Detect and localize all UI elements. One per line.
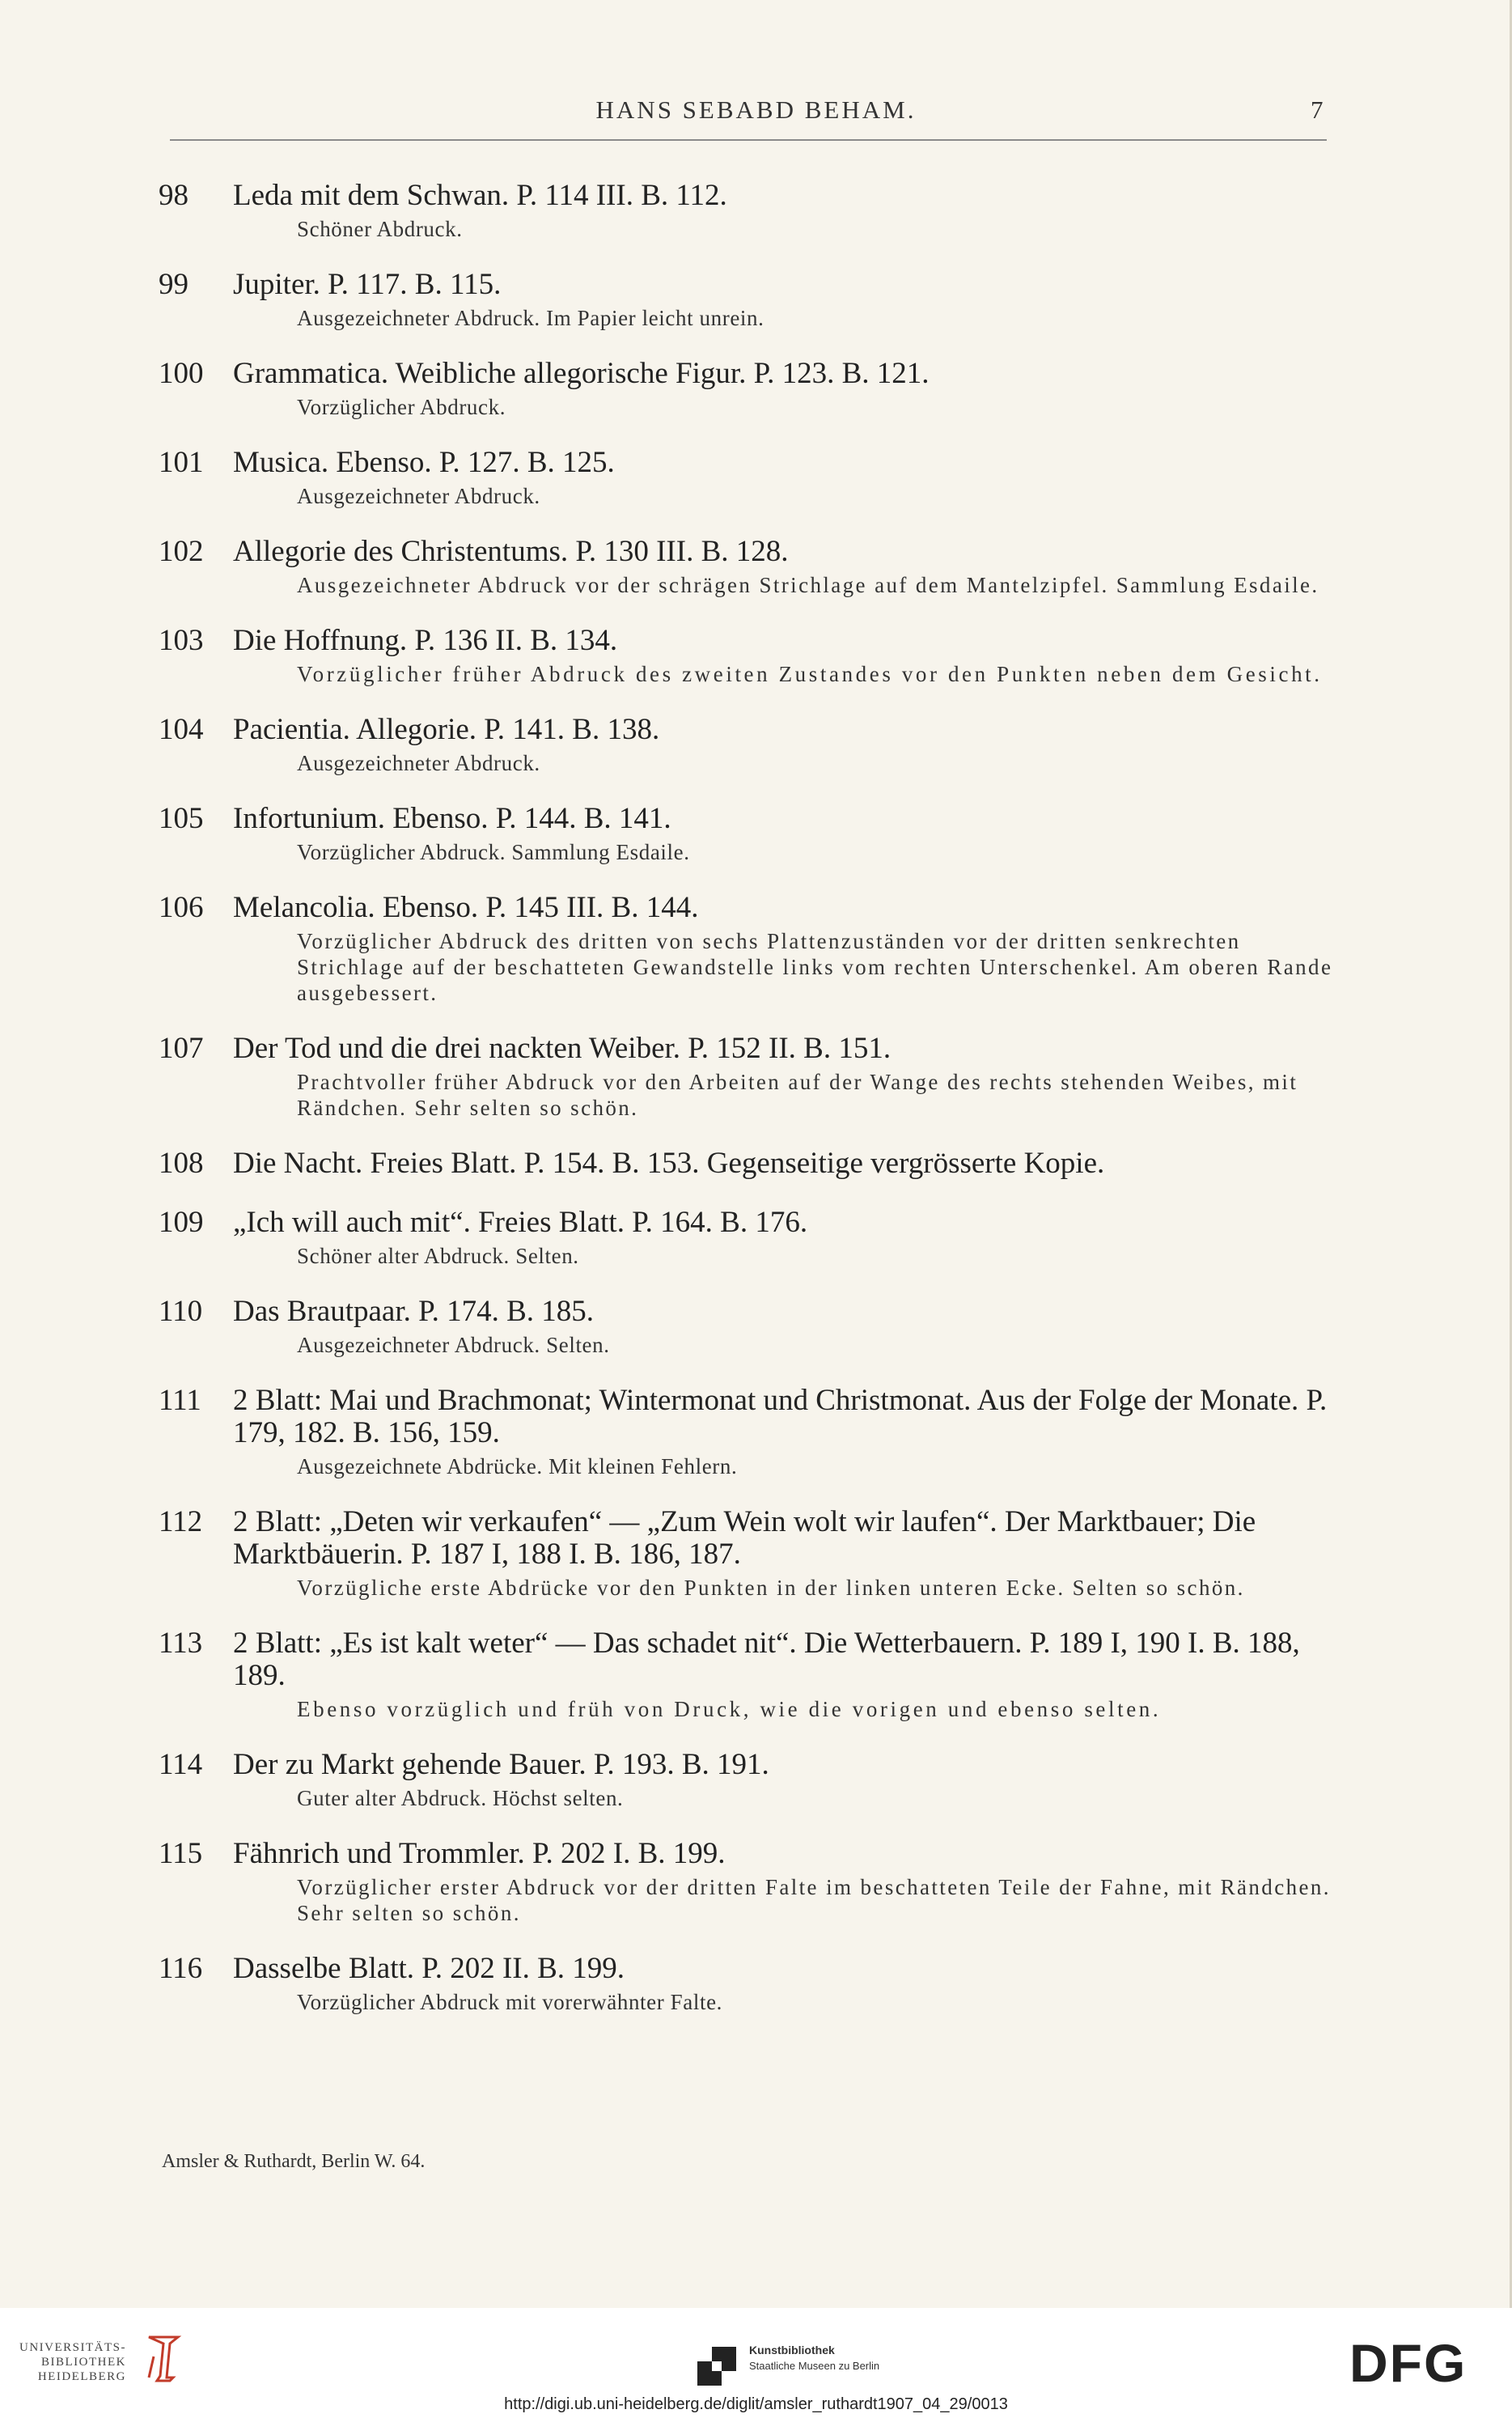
entry-number: 107 [159, 1032, 204, 1065]
catalog-entry-108 [159, 1147, 1348, 1180]
dfg-logo: DFG [1349, 2333, 1468, 2393]
kunstbibliothek-subtitle: Staatliche Museen zu Berlin [749, 2360, 880, 2372]
catalog-entry-115 [159, 1838, 1348, 1926]
entry-title: Infortunium. Ebenso. P. 144. B. 141. [233, 802, 671, 835]
catalog-entry-111 [159, 1385, 1348, 1479]
entry-title: Musica. Ebenso. P. 127. B. 125. [233, 446, 615, 479]
kunstbibliothek-label [749, 2342, 879, 2374]
entry-note: Prachtvoller früher Abdruck vor den Arbeiten auf der Wange des rechts stehenden Weibes, mit Rändchen. Sehr selten so schön. [297, 1070, 1298, 1120]
entry-number: 101 [159, 446, 204, 479]
entry-number: 102 [159, 535, 204, 568]
entry-number: 100 [159, 357, 204, 390]
entry-title: Das Brautpaar. P. 174. B. 185. [233, 1295, 595, 1328]
catalog-entry-100 [159, 358, 1348, 420]
entry-note: Ausgezeichneter Abdruck. Selten. [297, 1333, 610, 1357]
entry-note: Schöner alter Abdruck. Selten. [297, 1244, 579, 1268]
header-rule [170, 139, 1327, 141]
entry-title: Pacientia. Allegorie. P. 141. B. 138. [233, 713, 660, 746]
entry-number: 105 [159, 802, 204, 835]
university-line-3: HEIDELBERG [37, 2370, 126, 2383]
entry-number: 109 [159, 1206, 204, 1239]
catalog-entry-104 [159, 714, 1348, 776]
catalog-entry-101 [159, 447, 1348, 509]
entry-note: Schöner Abdruck. [297, 217, 463, 241]
entry-title: 2 Blatt: „Deten wir verkaufen“ — „Zum Wein wolt wir laufen“. Der Marktbauer; Die Marktbäuerin. P. 187 I, 188 I. B. 186, 187. [233, 1505, 1256, 1571]
entry-number: 116 [159, 1952, 203, 1985]
entry-number: 103 [159, 624, 204, 657]
entry-title: Die Hoffnung. P. 136 II. B. 134. [233, 624, 618, 657]
entry-title: Der zu Markt gehende Bauer. P. 193. B. 191. [233, 1748, 769, 1781]
entry-number: 115 [159, 1837, 203, 1870]
source-url[interactable]: http://digi.ub.uni-heidelberg.de/diglit/amsler_ruthardt1907_04_29/0013 [504, 2395, 1008, 2413]
entry-title: „Ich will auch mit“. Freies Blatt. P. 164. B. 176. [233, 1206, 808, 1239]
catalog-entries [159, 180, 1348, 2042]
entry-number: 108 [159, 1147, 204, 1180]
entry-note: Ebenso vorzüglich und früh von Druck, wie die vorigen und ebenso selten. [297, 1697, 1162, 1721]
catalog-entry-99 [159, 269, 1348, 331]
entry-note: Guter alter Abdruck. Höchst selten. [297, 1786, 624, 1810]
entry-note: Ausgezeichneter Abdruck vor der schrägen Strichlage auf dem Mantelzipfel. Sammlung Esdaile. [297, 573, 1319, 597]
entry-note: Vorzüglicher früher Abdruck des zweiten Zustandes vor den Punkten neben dem Gesicht. [297, 662, 1323, 686]
entry-note: Vorzügliche erste Abdrücke vor den Punkten in der linken unteren Ecke. Selten so schön. [297, 1576, 1245, 1600]
page-number: 7 [1311, 95, 1324, 124]
entry-note: Ausgezeichnete Abdrücke. Mit kleinen Fehlern. [297, 1454, 738, 1478]
catalog-entry-116 [159, 1953, 1348, 2015]
publisher-imprint: Amsler & Ruthardt, Berlin W. 64. [162, 2151, 426, 2172]
catalog-entry-114 [159, 1749, 1348, 1811]
catalog-entry-103 [159, 625, 1348, 687]
university-line-2: BIBLIOTHEK [41, 2356, 126, 2369]
catalog-entry-107 [159, 1033, 1348, 1121]
entry-title: Grammatica. Weibliche allegorische Figur. P. 123. B. 121. [233, 357, 930, 390]
entry-note: Vorzüglicher Abdruck. [297, 395, 506, 419]
entry-title: Leda mit dem Schwan. P. 114 III. B. 112. [233, 179, 727, 212]
digitization-footer [0, 2308, 1512, 2418]
entry-note: Ausgezeichneter Abdruck. [297, 751, 540, 775]
entry-title: Allegorie des Christentums. P. 130 III. B. 128. [233, 535, 789, 568]
entry-title: 2 Blatt: Mai und Brachmonat; Wintermonat und Christmonat. Aus der Folge der Monate. P. 179, 182. B. 156, 159. [233, 1384, 1328, 1449]
entry-note: Ausgezeichneter Abdruck. [297, 484, 540, 508]
entry-note: Ausgezeichneter Abdruck. Im Papier leicht unrein. [297, 306, 764, 330]
entry-title: Melancolia. Ebenso. P. 145 III. B. 144. [233, 891, 699, 924]
catalog-entry-98 [159, 180, 1348, 242]
entry-title: 2 Blatt: „Es ist kalt weter“ — Das schadet nit“. Die Wetterbauern. P. 189 I, 190 I. B. 188, 189. [233, 1627, 1300, 1692]
entry-note: Vorzüglicher Abdruck mit vorerwähnter Falte. [297, 1990, 723, 2014]
entry-note: Vorzüglicher Abdruck des dritten von sechs Plattenzuständen vor der dritten senkrechten Strichlage auf der beschatteten Gewandstelle links vom rechten Unterschenkel. Am oberen Rande ausgebessert. [297, 929, 1333, 1005]
running-header-title: HANS SEBABD BEHAM. [595, 95, 917, 124]
entry-title: Der Tod und die drei nackten Weiber. P. 152 II. B. 151. [233, 1032, 892, 1065]
catalog-entry-105 [159, 803, 1348, 865]
kunstbibliothek-name: Kunstbibliothek [749, 2344, 835, 2356]
entry-number: 104 [159, 713, 204, 746]
entry-number: 99 [159, 268, 188, 301]
entry-title: Dasselbe Blatt. P. 202 II. B. 199. [233, 1952, 625, 1985]
entry-note: Vorzüglicher Abdruck. Sammlung Esdaile. [297, 840, 690, 864]
catalog-entry-110 [159, 1296, 1348, 1358]
catalog-entry-113 [159, 1627, 1348, 1722]
catalog-entry-109 [159, 1207, 1348, 1269]
entry-number: 112 [159, 1505, 203, 1538]
entry-number: 111 [159, 1384, 201, 1417]
university-library-name [19, 2340, 126, 2384]
entry-number: 98 [159, 179, 188, 212]
entry-number: 106 [159, 891, 204, 924]
entry-title: Die Nacht. Freies Blatt. P. 154. B. 153. Gegenseitige vergrösserte Kopie. [233, 1147, 1105, 1180]
university-line-1: UNIVERSITÄTS- [19, 2341, 126, 2354]
entry-number: 110 [159, 1295, 203, 1328]
entry-title: Jupiter. P. 117. B. 115. [233, 268, 502, 301]
kunstbibliothek-logo-icon [694, 2344, 739, 2389]
entry-number: 114 [159, 1748, 203, 1781]
entry-title: Fähnrich und Trommler. P. 202 I. B. 199. [233, 1837, 726, 1870]
catalog-entry-102 [159, 536, 1348, 598]
entry-number: 113 [159, 1627, 203, 1660]
university-library-logo-icon [138, 2332, 186, 2384]
catalog-entry-106 [159, 892, 1348, 1006]
catalog-entry-112 [159, 1506, 1348, 1601]
entry-note: Vorzüglicher erster Abdruck vor der dritten Falte im beschatteten Teile der Fahne, mit Rändchen. Sehr selten so schön. [297, 1875, 1331, 1925]
